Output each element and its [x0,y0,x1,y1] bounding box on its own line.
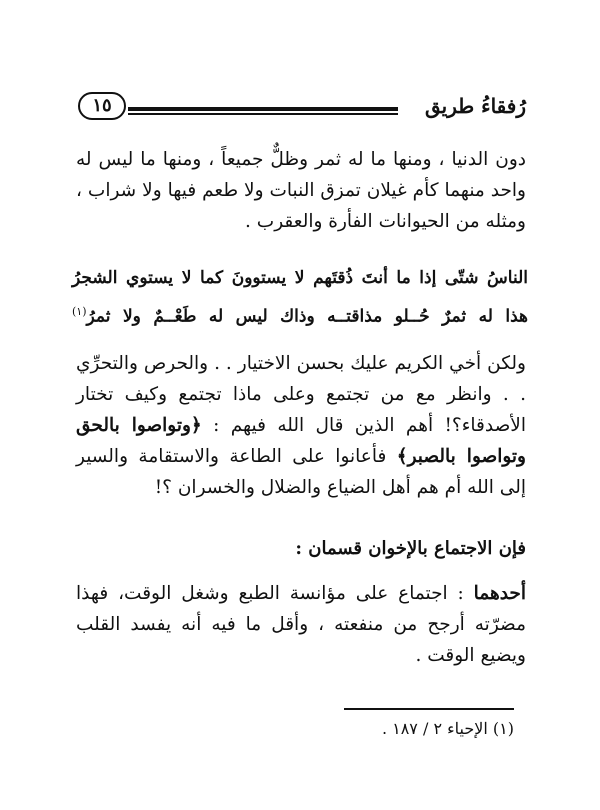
poem [72,262,528,334]
paragraph-plants: دون الدنيا ، ومنها ما له ثمر وظلٌّ جميعاً ، ومنها ما ليس له واحد منهما كأم غيلان تمزق النبات ولا طعم فيها ولا شراب ، ومثله من الحيوانات الفأرة والعقرب . [76,149,526,232]
poem-line-1: الناسُ شتّى إذا ما أنتَ ذُقتَهم لا يستوونَ كما لا يستوي الشجرُ [72,268,528,288]
paragraph-choosing-friends-intro: ولكن أخي الكريم عليك بحسن الاختيار . . والحرص والتحرِّي . . وانظر مع من تجتمع وعلى ماذا تجتمع وكيف تختار الأصدقاء؟! أهم الذين قال الله فيهم : [76,353,527,436]
paragraph-choosing-friends [76,348,526,503]
footnote-separator [344,708,514,710]
section-heading: فإن الاجتماع بالإخوان قسمان : [295,538,526,559]
paragraph-choosing-friends-outro: فأعانوا على الطاعة والاستقامة والسير إلى الله أم هم أهل الضياع والضلال والخسران ؟! [76,446,526,498]
header-rule-thin [128,113,398,115]
paragraph-first-type [76,578,526,671]
first-type-text: : اجتماع على مؤانسة الطبع وشغل الوقت، فهذا مضرّته أرجح من منفعته ، وأقل ما فيه أنه يفسد القلب ويضيع الوقت . [76,583,526,666]
header-double-rule [128,107,398,116]
footnote: (١) الإحياء ٢ / ١٨٧ . [381,719,514,738]
header-rule-thick [128,107,398,111]
running-title: رُفقاءُ طريق [425,94,526,118]
page-header [78,90,526,132]
poem-line-2 [72,295,528,334]
quran-quote: ﴿وتواصوا بالحق وتواصوا بالصبر﴾ [76,415,526,467]
page-number: ١٥ [78,92,126,120]
poem-line-2-text: هذا له ثمرٌ حُــلو مذاقتــه وذاك ليس له طَعْــمٌ ولا ثمرُ [86,306,528,327]
first-type-lead: أحدهما [473,583,526,604]
footnote-marker: (١) [72,305,87,318]
